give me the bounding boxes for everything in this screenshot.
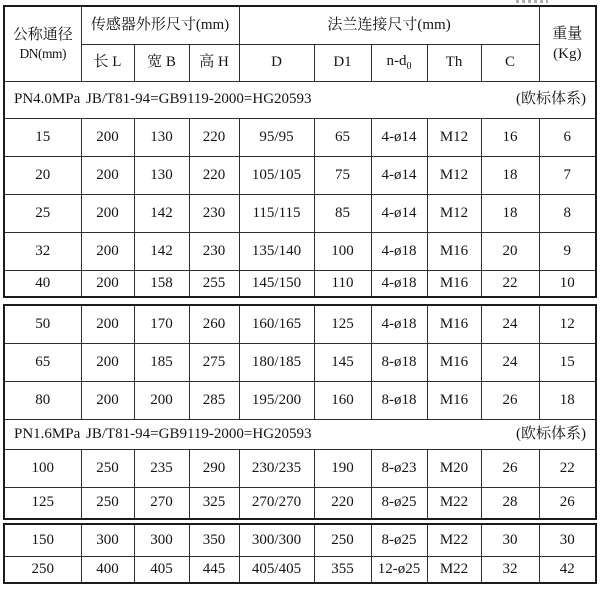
table-row <box>4 487 596 519</box>
table-cell: M22 <box>427 524 481 556</box>
table-cell: 145 <box>314 343 371 381</box>
section-row <box>4 419 596 449</box>
table-cell: M20 <box>427 449 481 487</box>
table-cell: 125 <box>314 305 371 343</box>
table-cell: 65 <box>4 343 81 381</box>
table-cell: 250 <box>81 487 134 519</box>
table-cell: 270/270 <box>239 487 314 519</box>
col-header-width: 宽 B <box>134 44 189 81</box>
table-cell: 20 <box>481 232 539 270</box>
cropped-text-artifact <box>516 0 548 3</box>
table-row <box>4 270 596 297</box>
table-cell: 220 <box>189 156 239 194</box>
table-cell: 24 <box>481 305 539 343</box>
table-cell: 75 <box>314 156 371 194</box>
table-cell: 50 <box>4 305 81 343</box>
table-cell: 30 <box>539 524 596 556</box>
table-cell: 230 <box>189 232 239 270</box>
table-row <box>4 343 596 381</box>
table-row <box>4 305 596 343</box>
table-cell: 10 <box>539 270 596 297</box>
table-cell: 12-ø25 <box>371 556 427 583</box>
section-row <box>4 81 596 118</box>
table-cell: 160/165 <box>239 305 314 343</box>
table-cell: 200 <box>81 381 134 419</box>
table-cell: 230/235 <box>239 449 314 487</box>
table-cell: 4-ø18 <box>371 305 427 343</box>
table-cell: 250 <box>4 556 81 583</box>
table-cell: 4-ø14 <box>371 118 427 156</box>
table-body-top <box>4 81 596 297</box>
col-header-dn-line2: DN(mm) <box>19 45 66 61</box>
table-cell: 12 <box>539 305 596 343</box>
table-cell: 142 <box>134 194 189 232</box>
table-cell: 275 <box>189 343 239 381</box>
table-cell: 22 <box>539 449 596 487</box>
col-header-dn-line1: 公称通径 <box>12 26 73 43</box>
standard-note: (欧标体系) <box>516 425 586 442</box>
table-cell: 200 <box>81 118 134 156</box>
table-cell: 325 <box>189 487 239 519</box>
table-cell: 130 <box>134 156 189 194</box>
table-cell: 26 <box>481 449 539 487</box>
table-cell: 4-ø14 <box>371 156 427 194</box>
col-header-weight-line2: (Kg) <box>553 45 582 62</box>
table-cell: 235 <box>134 449 189 487</box>
table-body-middle <box>4 305 596 519</box>
col-header-weight-line1: 重量 <box>552 25 583 42</box>
table-cell: 300 <box>81 524 134 556</box>
table-cell: M16 <box>427 381 481 419</box>
table-cell: 200 <box>81 343 134 381</box>
col-header-length: 长 L <box>81 44 134 81</box>
table-cell: 18 <box>481 194 539 232</box>
table-cell: 8-ø25 <box>371 487 427 519</box>
table-cell: 190 <box>314 449 371 487</box>
table-row <box>4 556 596 583</box>
table-cell: 65 <box>314 118 371 156</box>
table-cell: 180/185 <box>239 343 314 381</box>
col-header-height: 高 H <box>189 44 239 81</box>
table-cell: 26 <box>481 381 539 419</box>
table-cell: 355 <box>314 556 371 583</box>
standard-note: (欧标体系) <box>516 91 587 108</box>
table-cell: 8 <box>539 194 596 232</box>
table-cell: 110 <box>314 270 371 297</box>
table-cell: 445 <box>189 556 239 583</box>
table-cell: 100 <box>4 449 81 487</box>
table-cell: 255 <box>189 270 239 297</box>
table-cell: 7 <box>539 156 596 194</box>
table-cell: 230 <box>189 194 239 232</box>
col-header-nd0: $n-d_0$ <box>371 44 427 81</box>
table-cell: 20 <box>4 156 81 194</box>
table-cell: 250 <box>314 524 371 556</box>
table-cell: 200 <box>81 194 134 232</box>
table-cell: M12 <box>427 156 481 194</box>
table-cell: 8-ø18 <box>371 381 427 419</box>
table-cell: 350 <box>189 524 239 556</box>
table-cell: 158 <box>134 270 189 297</box>
table-cell: 15 <box>539 343 596 381</box>
pressure-rating-label: PN1.6MPa <box>14 425 81 442</box>
table-row <box>4 232 596 270</box>
col-group-sensor-dimensions: 传感器外形尺寸(mm) <box>81 6 239 44</box>
table-cell: M22 <box>427 556 481 583</box>
table-cell: 185 <box>134 343 189 381</box>
table-header <box>4 6 596 81</box>
table-cell: 25 <box>4 194 81 232</box>
table-cell: 250 <box>81 449 134 487</box>
table-cell: 195/200 <box>239 381 314 419</box>
table-cell: 105/105 <box>239 156 314 194</box>
table-row <box>4 524 596 556</box>
table-cell: 405 <box>134 556 189 583</box>
table-fragment-top <box>3 5 597 298</box>
table-cell: 200 <box>81 270 134 297</box>
table-cell: 200 <box>81 305 134 343</box>
table-cell: 290 <box>189 449 239 487</box>
table-cell: M12 <box>427 194 481 232</box>
table-fragment-middle <box>3 304 597 520</box>
table-row <box>4 118 596 156</box>
table-cell: 32 <box>4 232 81 270</box>
table-cell: 405/405 <box>239 556 314 583</box>
table-row <box>4 156 596 194</box>
table-cell: 4-ø14 <box>371 194 427 232</box>
table-cell: 115/115 <box>239 194 314 232</box>
table-cell: 125 <box>4 487 81 519</box>
table-cell: M16 <box>427 343 481 381</box>
table-cell: 22 <box>481 270 539 297</box>
table-row <box>4 381 596 419</box>
table-cell: 85 <box>314 194 371 232</box>
flange-standard-code: JB/T81-94=GB9119-2000=HG20593 <box>86 91 312 108</box>
table-cell: 220 <box>314 487 371 519</box>
table-cell: 6 <box>539 118 596 156</box>
table-cell: 200 <box>81 156 134 194</box>
table-cell: 16 <box>481 118 539 156</box>
table-cell: 170 <box>134 305 189 343</box>
table-cell: M16 <box>427 305 481 343</box>
table-fragment-bottom <box>3 523 597 584</box>
table-cell: 100 <box>314 232 371 270</box>
table-cell: 8-ø23 <box>371 449 427 487</box>
pressure-rating-label: PN4.0MPa <box>14 91 81 108</box>
table-body-bottom <box>4 524 596 583</box>
table-cell: 42 <box>539 556 596 583</box>
col-group-flange-connection: 法兰连接尺寸(mm) <box>239 6 539 44</box>
flange-standard-code: JB/T81-94=GB9119-2000=HG20593 <box>86 425 312 442</box>
table-cell: 8-ø18 <box>371 343 427 381</box>
col-header-c: C <box>481 44 539 81</box>
table-cell: 32 <box>481 556 539 583</box>
table-cell: 260 <box>189 305 239 343</box>
table-cell: 26 <box>539 487 596 519</box>
table-cell: M22 <box>427 487 481 519</box>
table-cell: 8-ø25 <box>371 524 427 556</box>
table-cell: M16 <box>427 232 481 270</box>
table-row <box>4 194 596 232</box>
table-cell: 270 <box>134 487 189 519</box>
table-cell: 80 <box>4 381 81 419</box>
table-cell: 150 <box>4 524 81 556</box>
table-cell: 145/150 <box>239 270 314 297</box>
table-cell: 130 <box>134 118 189 156</box>
col-header-d1: D1 <box>314 44 371 81</box>
table-cell: 142 <box>134 232 189 270</box>
col-header-weight <box>539 6 596 81</box>
table-cell: 40 <box>4 270 81 297</box>
table-cell: M16 <box>427 270 481 297</box>
table-cell: 220 <box>189 118 239 156</box>
col-header-d: D <box>239 44 314 81</box>
table-cell: 30 <box>481 524 539 556</box>
col-header-dn <box>4 6 81 81</box>
table-cell: 18 <box>481 156 539 194</box>
table-cell: 285 <box>189 381 239 419</box>
table-cell: 300/300 <box>239 524 314 556</box>
table-cell: 400 <box>81 556 134 583</box>
table-cell: 24 <box>481 343 539 381</box>
table-cell: 200 <box>134 381 189 419</box>
table-cell: 300 <box>134 524 189 556</box>
table-cell: M12 <box>427 118 481 156</box>
col-header-th: Th <box>427 44 481 81</box>
table-cell: 200 <box>81 232 134 270</box>
table-row <box>4 449 596 487</box>
dimension-table <box>3 5 595 584</box>
table-cell: 28 <box>481 487 539 519</box>
table-cell: 135/140 <box>239 232 314 270</box>
table-cell: 15 <box>4 118 81 156</box>
table-cell: 4-ø18 <box>371 232 427 270</box>
table-cell: 18 <box>539 381 596 419</box>
table-cell: 4-ø18 <box>371 270 427 297</box>
table-cell: 9 <box>539 232 596 270</box>
table-cell: 160 <box>314 381 371 419</box>
table-cell: 95/95 <box>239 118 314 156</box>
